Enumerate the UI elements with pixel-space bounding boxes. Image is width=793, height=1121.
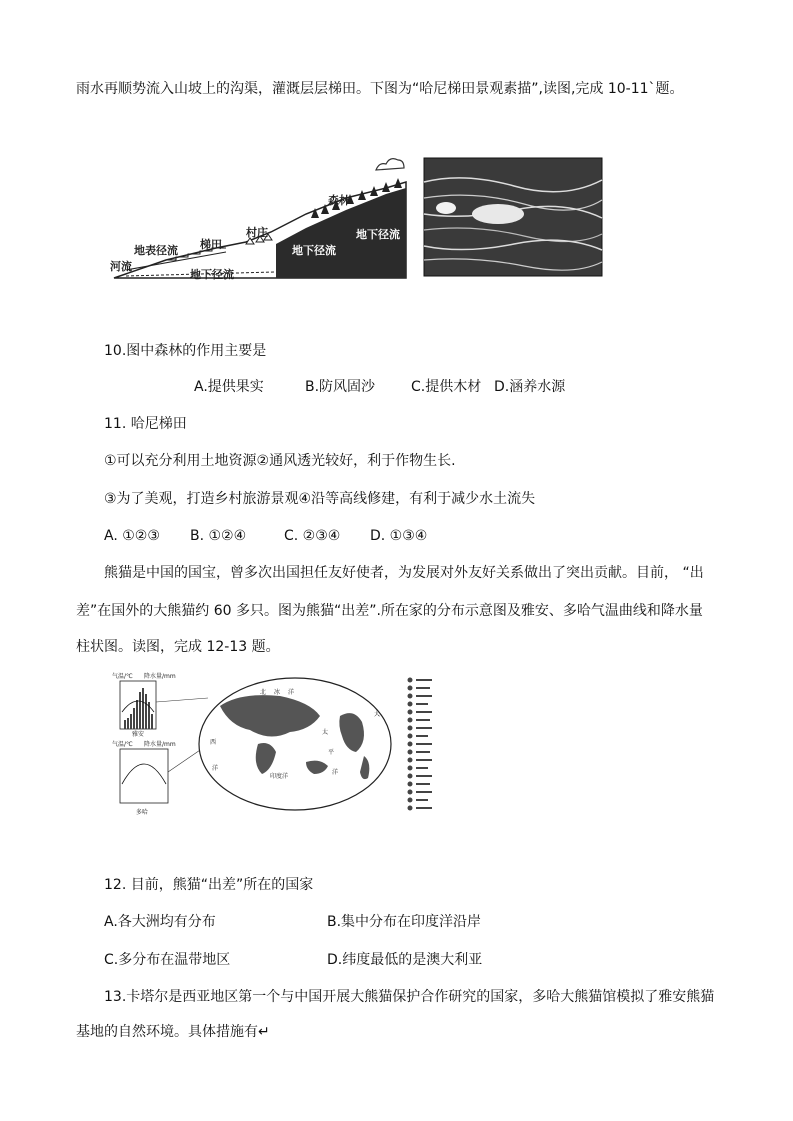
doha-caption: 多哈 bbox=[136, 809, 149, 816]
q10-option-d: D.涵养水源 bbox=[494, 379, 566, 395]
q10-option-a: A.提供果实 bbox=[194, 379, 264, 395]
q13-line-2: 基地的自然环境。具体措施有↵ bbox=[76, 1024, 270, 1040]
label-forest: 森林 bbox=[328, 194, 350, 207]
q11-option-b: B. ①②④ bbox=[190, 528, 247, 544]
label-surface-runoff: 地表径流 bbox=[134, 244, 178, 257]
q10-stem: 10.图中森林的作用主要是 bbox=[104, 343, 267, 359]
ocean-label-1: 北 bbox=[260, 689, 267, 696]
map-and-climate-charts bbox=[110, 672, 440, 817]
q12-stem: 12. 目前，熊猫“出差”所在的国家 bbox=[104, 877, 314, 893]
terrace-sketch-figure bbox=[106, 152, 606, 284]
ocean-label-10: 印度洋 bbox=[270, 773, 289, 780]
panda-paragraph-line-1: 熊猫是中国的国宝，曾多次出国担任友好使者，为发展对外友好关系做出了突出贡献。目前， “出 bbox=[104, 565, 704, 581]
ocean-label-7: 大 bbox=[374, 711, 381, 718]
panda-paragraph-line-2: 差”在国外的大熊猫约 60 多只。图为熊猫“出差”.所在家的分布示意图及雅安、多哈气温曲线和降水量 bbox=[76, 603, 703, 619]
q12-option-c: C.多分布在温带地区 bbox=[104, 952, 231, 968]
yaan-temp-axis-label: 气温/℃ bbox=[112, 673, 133, 680]
q10-option-b: B.防风固沙 bbox=[305, 379, 376, 395]
ocean-label-4: 太 bbox=[322, 729, 329, 736]
ocean-label-2: 冰 bbox=[274, 689, 281, 696]
panda-paragraph-line-3: 柱状图。读图，完成 12-13 题。 bbox=[76, 639, 280, 655]
ocean-label-3: 洋 bbox=[288, 689, 295, 696]
ocean-label-9: 洋 bbox=[212, 765, 219, 772]
label-village: 村庄 bbox=[246, 226, 268, 239]
q11-option-d: D. ①③④ bbox=[370, 528, 428, 544]
doha-precip-axis-label: 降水量/mm bbox=[144, 741, 176, 748]
q12-option-a: A.各大洲均有分布 bbox=[104, 914, 216, 930]
yaan-precip-axis-label: 降水量/mm bbox=[144, 673, 176, 680]
world-map bbox=[199, 678, 391, 810]
label-underground-runoff-mid: 地下径流 bbox=[292, 244, 336, 257]
q11-statement-2: ③为了美观，打造乡村旅游景观④沿等高线修建，有利于减少水土流失 bbox=[104, 491, 536, 507]
q11-stem: 11. 哈尼梯田 bbox=[104, 416, 187, 432]
q10-option-c: C.提供木材 bbox=[411, 379, 482, 395]
label-underground-runoff-right: 地下径流 bbox=[356, 228, 400, 241]
panda-distribution-figure bbox=[110, 672, 440, 817]
q13-line-1: 13.卡塔尔是西亚地区第一个与中国开展大熊猫保护合作研究的国家，多哈大熊猫馆模拟了雅安熊猫 bbox=[104, 989, 715, 1005]
panda-host-legend bbox=[408, 678, 433, 811]
terrace-cross-section bbox=[106, 152, 606, 284]
doha-climate-chart bbox=[112, 740, 176, 816]
yaan-caption: 雅安 bbox=[132, 731, 145, 738]
q11-option-c: C. ②③④ bbox=[284, 528, 341, 544]
label-terraces: 梯田 bbox=[200, 238, 222, 251]
doha-temp-axis-label: 气温/℃ bbox=[112, 741, 133, 748]
q12-option-b: B.集中分布在印度洋沿岸 bbox=[327, 914, 482, 930]
q12-option-d: D.纬度最低的是澳大利亚 bbox=[327, 952, 483, 968]
ocean-label-5: 平 bbox=[328, 749, 335, 756]
q11-statement-1: ①可以充分利用土地资源②通风透光较好，利于作物生长. bbox=[104, 453, 456, 469]
label-river: 河流 bbox=[110, 260, 132, 273]
q11-option-a: A. ①②③ bbox=[104, 528, 160, 544]
ocean-label-8: 西 bbox=[210, 739, 217, 746]
yaan-climate-chart bbox=[112, 672, 176, 738]
label-underground-runoff-left: 地下径流 bbox=[190, 268, 234, 281]
terrace-photo-sketch bbox=[424, 158, 602, 276]
cloud-icon bbox=[376, 159, 404, 170]
ocean-label-6: 洋 bbox=[332, 769, 339, 776]
intro-text: 雨水再顺势流入山坡上的沟渠，灌溉层层梯田。下图为“哈尼梯田景观素描”,读图,完成 10-11`题。 bbox=[76, 81, 684, 97]
